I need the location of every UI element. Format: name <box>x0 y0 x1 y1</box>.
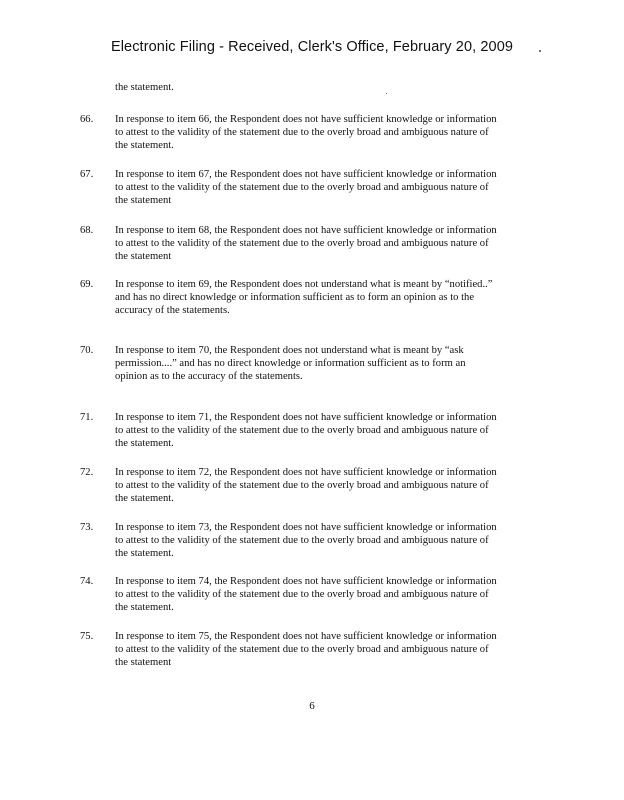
item-number: 75. <box>80 631 94 642</box>
text-line: In response to item 67, the Respondent does not have sufficient knowledge or information <box>115 169 497 180</box>
text-line: to attest to the validity of the statement due to the overly broad and ambiguous nature of <box>115 588 489 600</box>
item-text <box>115 225 545 263</box>
scan-speck <box>539 50 541 52</box>
item-text <box>115 114 545 152</box>
item-text <box>115 169 545 207</box>
filing-stamp-header: Electronic Filing - Received, Clerk's Office, February 20, 2009 <box>110 39 514 55</box>
text-line: In response to item 74, the Respondent does not have sufficient knowledge or information <box>115 576 497 587</box>
item-text <box>115 412 545 450</box>
text-line: the statement <box>115 194 172 206</box>
text-line: to attest to the validity of the statement due to the overly broad and ambiguous nature of <box>115 643 489 655</box>
text-line: the statement. <box>115 437 174 449</box>
text-line: the statement. <box>115 492 174 504</box>
text-line: In response to item 75, the Respondent does not have sufficient knowledge or information <box>115 631 497 642</box>
item-number: 69. <box>80 279 94 290</box>
text-line: accuracy of the statements. <box>115 304 230 316</box>
text-line: In response to item 66, the Respondent does not have sufficient knowledge or information <box>115 114 497 125</box>
item-text <box>115 345 545 383</box>
text-line: to attest to the validity of the statement due to the overly broad and ambiguous nature of <box>115 479 489 491</box>
text-line: permission....” and has no direct knowledge or information sufficient as to form an <box>115 357 466 369</box>
text-line: to attest to the validity of the statement due to the overly broad and ambiguous nature of <box>115 237 489 249</box>
text-line: to attest to the validity of the statement due to the overly broad and ambiguous nature of <box>115 126 489 138</box>
text-line: the statement. <box>115 139 174 151</box>
text-line: the statement. <box>115 601 174 613</box>
item-text <box>115 631 545 669</box>
scan-speck <box>386 93 387 94</box>
item-number: 71. <box>80 412 94 423</box>
text-line: opinion as to the accuracy of the statements. <box>115 370 303 382</box>
item-number: 66. <box>80 114 94 125</box>
item-text <box>115 279 545 317</box>
page-number: 6 <box>309 700 315 712</box>
text-line: the statement <box>115 250 172 262</box>
text-line: In response to item 70, the Respondent does not understand what is meant by “ask <box>115 345 464 356</box>
text-line: the statement. <box>115 547 174 559</box>
text-line: to attest to the validity of the statement due to the overly broad and ambiguous nature of <box>115 534 489 546</box>
text-line: and has no direct knowledge or information sufficient as to form an opinion as to the <box>115 291 475 303</box>
continuation-text: the statement. <box>115 82 174 93</box>
text-line: In response to item 73, the Respondent does not have sufficient knowledge or information <box>115 522 497 533</box>
text-line: the statement <box>115 656 172 668</box>
item-number: 70. <box>80 345 94 356</box>
text-line: In response to item 71, the Respondent does not have sufficient knowledge or information <box>115 412 497 423</box>
text-line: to attest to the validity of the statement due to the overly broad and ambiguous nature of <box>115 424 489 436</box>
item-text <box>115 522 545 560</box>
item-text <box>115 467 545 505</box>
text-line: to attest to the validity of the statement due to the overly broad and ambiguous nature of <box>115 181 489 193</box>
item-number: 74. <box>80 576 94 587</box>
text-line: In response to item 72, the Respondent does not have sufficient knowledge or information <box>115 467 497 478</box>
item-number: 73. <box>80 522 94 533</box>
item-text <box>115 576 545 614</box>
text-line: In response to item 69, the Respondent does not understand what is meant by “notified..” <box>115 279 493 290</box>
item-number: 68. <box>80 225 94 236</box>
text-line: In response to item 68, the Respondent does not have sufficient knowledge or information <box>115 225 497 236</box>
item-number: 72. <box>80 467 94 478</box>
item-number: 67. <box>80 169 94 180</box>
